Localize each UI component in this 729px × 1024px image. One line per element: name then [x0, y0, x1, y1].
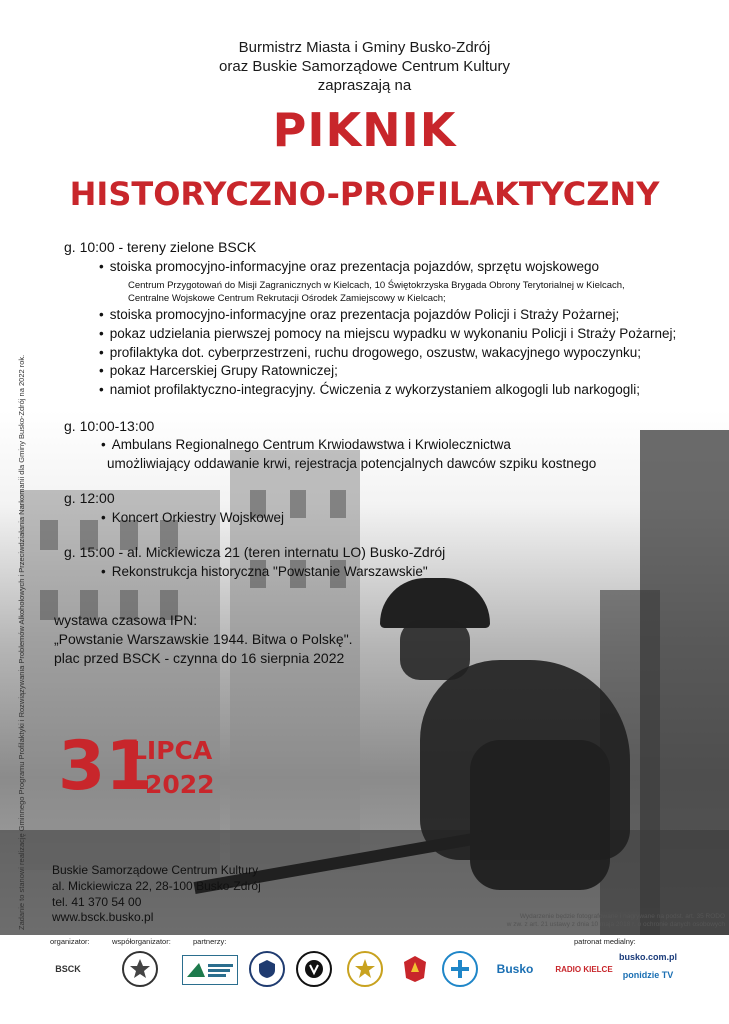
contact-line-1: Buskie Samorządowe Centrum Kultury	[52, 863, 259, 877]
schedule-item: • Rekonstrukcja historyczna "Powstanie Warszawskie"	[101, 564, 428, 579]
exhibit-line-1: wystawa czasowa IPN:	[54, 612, 198, 628]
header-line-3: zapraszają na	[317, 77, 412, 94]
fire-brigade-logo	[397, 951, 433, 987]
schedule-item: • Koncert Orkiestry Wojskowej	[101, 510, 284, 525]
schedule-item: • stoiska promocyjno-informacyjne oraz prezentacja pojazdów Policji i Straży Pożarnej;	[99, 307, 619, 322]
territorial-defense-logo	[296, 951, 332, 987]
exhibit-line-3: plac przed BSCK - czynna do 16 sierpnia 2022	[54, 650, 345, 666]
contact-line-3: tel. 41 370 54 00	[52, 895, 142, 909]
schedule-item: • namiot profilaktyczno-integracyjny. Ćwiczenia z wykorzystaniem alkogogli lub narkogogli;	[99, 382, 640, 397]
schedule-item-detail: Centrum Przygotowań do Misji Zagranicznych w Kielcach, 10 Świętokrzyska Brygada Obrony Terytorialnej w Kielcach,	[128, 280, 625, 291]
organizer-label: organizator:	[50, 937, 90, 946]
header-line-1: Burmistrz Miasta i Gminy Busko-Zdrój	[238, 39, 491, 56]
schedule-time-1: g. 10:00 - tereny zielone BSCK	[64, 239, 257, 255]
notice-line-1: Wydarzenie będzie fotografowane i nagrywane na podst. art. 35 RODO	[519, 913, 725, 920]
schedule-item: • profilaktyka dot. cyberprzestrzeni, ruchu drogowego, oszustw, wakacyjnego wypoczynku;	[99, 345, 641, 360]
media-label: patronat medialny:	[574, 937, 636, 946]
recruitment-center-logo	[182, 955, 238, 985]
busko-logo: Busko	[496, 962, 534, 976]
ponidzie-tv-logo: ponidzie TV	[622, 970, 674, 980]
partners-label: partnerzy:	[193, 937, 227, 946]
bsck-logo: BSCK	[55, 964, 81, 974]
date-day: 31	[58, 727, 153, 806]
sidebar-funding-note: Zadanie to stanowi realizację Gminnego Programu Profilaktyki i Rozwiązywania Problemów Alkoholowych i Przeciwdziałania Narkomanii dla Gminy Busko-Zdrój na 2022 rok.	[17, 354, 26, 930]
schedule-item: • pokaz Harcerskiej Grupy Ratowniczej;	[99, 363, 338, 378]
schedule-item-detail: Centralne Wojskowe Centrum Rekrutacji Ośrodek Zamiejscowy w Kielcach;	[128, 293, 446, 304]
footer-logos	[0, 935, 729, 1024]
cpmz-logo	[249, 951, 285, 987]
schedule-time-3: g. 12:00	[64, 490, 115, 506]
date-month: LIPCA	[131, 736, 213, 765]
medical-rescue-logo	[442, 951, 478, 987]
title-piknik: PIKNIK	[272, 103, 457, 157]
exhibit-line-2: „Powstanie Warszawskie 1944. Bitwa o Polskę".	[54, 631, 353, 647]
schedule-item-cont: umożliwiający oddawanie krwi, rejestracja potencjalnych dawców szpiku kostnego	[107, 456, 597, 471]
contact-website[interactable]: www.bsck.busko.pl	[52, 910, 154, 924]
date-year: 2022	[145, 770, 215, 799]
military-emblem-logo	[122, 951, 158, 987]
notice-line-2: w zw. z art. 21 ustawy z dnia 10 maja 2018 r. o ochronie danych osobowych	[506, 921, 725, 928]
title-historyczno: HISTORYCZNO-PROFILAKTYCZNY	[69, 175, 660, 213]
recording-notice	[455, 913, 725, 929]
police-star-logo	[347, 951, 383, 987]
schedule-item: • pokaz udzielania pierwszej pomocy na miejscu wypadku w wykonaniu Policji i Straży Pożarnej;	[99, 326, 676, 341]
busko-com-logo: busko.com.pl	[618, 952, 677, 962]
schedule-time-4: g. 15:00 - al. Mickiewicza 21 (teren internatu LO) Busko-Zdrój	[64, 544, 446, 560]
contact-line-2: al. Mickiewicza 22, 28-100 Busko-Zdrój	[52, 879, 261, 893]
coorganizer-label: współorganizator:	[112, 937, 171, 946]
schedule-time-2: g. 10:00-13:00	[64, 418, 155, 434]
schedule-item: • Ambulans Regionalnego Centrum Krwiodawstwa i Krwiolecznictwa	[101, 437, 511, 452]
header-line-2: oraz Buskie Samorządowe Centrum Kultury	[219, 58, 510, 75]
radio-kielce-logo: RADIO KIELCE	[555, 964, 613, 974]
schedule-item: • stoiska promocyjno-informacyjne oraz prezentacja pojazdów, sprzętu wojskowego	[99, 259, 599, 274]
